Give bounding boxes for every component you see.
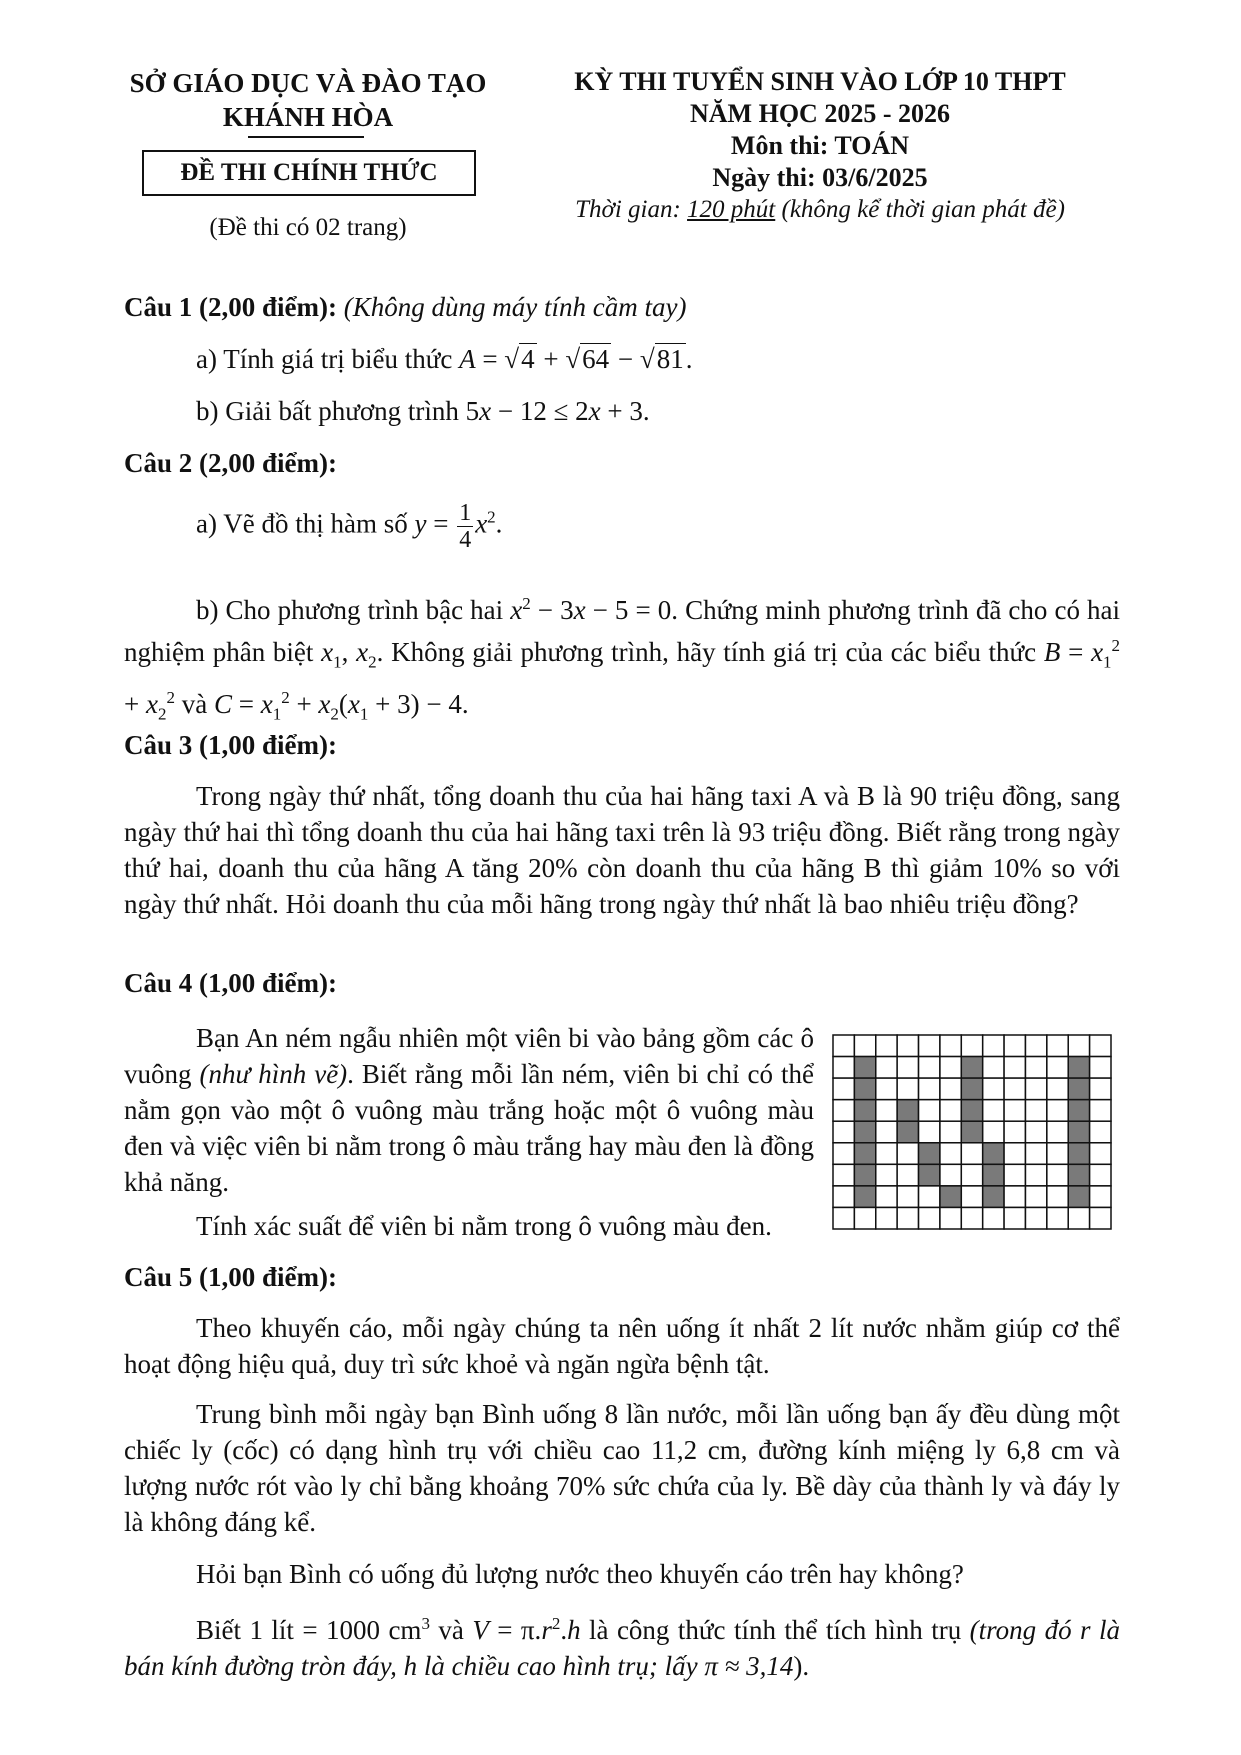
question-3-text: Trong ngày thứ nhất, tổng doanh thu của hai hãng taxi A và B là 90 triệu đồng, sang ngày thứ hai thì tổng doanh thu của hai hãng taxi trên là 93 triệu đồng. Biết rằng trong ngày thứ hai, doanh thu của hãng A tăng 20% còn doanh thu của hãng B thì giảm 10% so với ngày thứ nhất. Hỏi doanh thu của mỗi hãng trong ngày thứ nhất là bao nhiêu triệu đồng?	[124, 781, 1120, 919]
grid-cell-white	[854, 1207, 875, 1229]
exam-title: KỲ THI TUYỂN SINH VÀO LỚP 10 THPT	[574, 67, 1066, 96]
grid-cell-dark	[897, 1100, 918, 1122]
question-3-title: Câu 3 (1,00 điểm):	[124, 730, 337, 760]
grid-cell-white	[940, 1164, 961, 1186]
grid-cell-dark	[854, 1143, 875, 1165]
grid-cell-white	[833, 1100, 854, 1122]
question-2a: a) Vẽ đồ thị hàm số y = $\frac{1}{4}$ $x^2$.	[196, 500, 503, 553]
grid-cell-white	[833, 1035, 854, 1057]
grid-cell-white	[1047, 1207, 1068, 1229]
grid-cell-white	[876, 1057, 897, 1079]
grid-cell-white	[919, 1100, 940, 1122]
grid-cell-white	[897, 1078, 918, 1100]
question-5-p2: Trung bình mỗi ngày bạn Bình uống 8 lần nước, mỗi lần uống bạn ấy đều dùng một chiếc ly (cốc) có dạng hình trụ với chiều cao 11,2 cm, đường kính miệng ly 6,8 cm và lượng nước rót vào ly chỉ bằng khoảng 70% sức chứa của ly. Bề dày của thành ly và đáy ly là không đáng kể.	[124, 1399, 1120, 1537]
grid-cell-white	[833, 1143, 854, 1165]
grid-cell-white	[961, 1164, 982, 1186]
grid-cell-dark	[961, 1121, 982, 1143]
question-4-text: Bạn An ném ngẫu nhiên một viên bi vào bảng gồm các ô vuông (như hình vẽ). Biết rằng mỗi lần ném, viên bi chỉ có thể nằm gọn vào một ô vuông màu trắng hoặc một ô vuông màu đen và việc viên bi nằm trong ô màu trắng hay màu đen là đồng khả năng.	[124, 1023, 814, 1197]
grid-cell-white	[1090, 1164, 1111, 1186]
department-name: SỞ GIÁO DỤC VÀ ĐÀO TẠO	[129, 68, 487, 98]
question-1-title: Câu 1 (2,00 điểm): (Không dùng máy tính cầm tay)	[124, 292, 687, 322]
grid-cell-white	[1090, 1186, 1111, 1208]
grid-cell-white	[897, 1164, 918, 1186]
grid-cell-white	[1047, 1035, 1068, 1057]
grid-cell-white	[1090, 1207, 1111, 1229]
grid-cell-white	[1090, 1121, 1111, 1143]
grid-cell-white	[833, 1121, 854, 1143]
question-1b: b) Giải bất phương trình 5x − 12 ≤ 2x + 3.	[196, 396, 650, 426]
grid-cell-white	[1004, 1121, 1025, 1143]
grid-cell-white	[854, 1035, 875, 1057]
grid-cell-dark	[961, 1078, 982, 1100]
grid-cell-dark	[854, 1100, 875, 1122]
grid-cell-white	[1090, 1078, 1111, 1100]
grid-cell-dark	[1068, 1100, 1089, 1122]
question-5-p3: Hỏi bạn Bình có uống đủ lượng nước theo khuyến cáo trên hay không?	[196, 1559, 964, 1589]
grid-cell-white	[1090, 1143, 1111, 1165]
exam-subject: Môn thi: TOÁN	[730, 131, 910, 160]
grid-cell-white	[1090, 1100, 1111, 1122]
exam-heading	[540, 66, 1100, 194]
grid-cell-white	[1047, 1186, 1068, 1208]
grid-cell-dark	[961, 1100, 982, 1122]
grid-cell-white	[1004, 1164, 1025, 1186]
question-4-prompt: Tính xác suất để viên bi nằm trong ô vuông màu đen.	[196, 1211, 772, 1241]
grid-cell-white	[1004, 1186, 1025, 1208]
grid-cell-dark	[1068, 1121, 1089, 1143]
official-exam-label: ĐỀ THI CHÍNH THỨC	[142, 150, 476, 196]
province-name: KHÁNH HÒA	[222, 102, 394, 132]
grid-cell-white	[940, 1035, 961, 1057]
grid-cell-white	[961, 1207, 982, 1229]
grid-cell-white	[1025, 1057, 1046, 1079]
grid-cell-white	[1090, 1035, 1111, 1057]
grid-cell-white	[897, 1207, 918, 1229]
grid-cell-white	[983, 1121, 1004, 1143]
grid-cell-white	[1047, 1057, 1068, 1079]
grid-cell-white	[833, 1186, 854, 1208]
question-5-title: Câu 5 (1,00 điểm):	[124, 1262, 337, 1292]
grid-cell-white	[833, 1057, 854, 1079]
grid-cell-white	[1025, 1078, 1046, 1100]
square-grid-figure	[832, 1034, 1112, 1230]
exam-date: Ngày thi: 03/6/2025	[712, 163, 928, 192]
grid-cell-dark	[1068, 1186, 1089, 1208]
department-heading	[118, 66, 498, 134]
grid-cell-white	[1047, 1078, 1068, 1100]
grid-cell-white	[897, 1143, 918, 1165]
question-4-title: Câu 4 (1,00 điểm):	[124, 968, 337, 998]
question-5-p1: Theo khuyến cáo, mỗi ngày chúng ta nên uống ít nhất 2 lít nước nhằm giúp cơ thể hoạt động hiệu quả, duy trì sức khoẻ và ngăn ngừa bệnh tật.	[124, 1313, 1120, 1379]
grid-cell-dark	[1068, 1078, 1089, 1100]
grid-cell-dark	[854, 1078, 875, 1100]
grid-cell-dark	[854, 1164, 875, 1186]
grid-cell-white	[1025, 1035, 1046, 1057]
grid-cell-white	[1047, 1143, 1068, 1165]
grid-cell-white	[1047, 1100, 1068, 1122]
grid-cell-white	[919, 1121, 940, 1143]
grid-cell-white	[876, 1035, 897, 1057]
grid-cell-dark	[961, 1057, 982, 1079]
grid-cell-dark	[983, 1143, 1004, 1165]
grid-cell-white	[983, 1057, 1004, 1079]
grid-cell-white	[876, 1164, 897, 1186]
grid-cell-white	[919, 1057, 940, 1079]
grid-cell-dark	[1068, 1164, 1089, 1186]
grid-cell-dark	[854, 1057, 875, 1079]
question-1a: a) Tính giá trị biểu thức A = √4 + √64 − √81.	[196, 344, 693, 374]
grid-cell-white	[961, 1186, 982, 1208]
grid-cell-white	[876, 1186, 897, 1208]
grid-cell-dark	[983, 1164, 1004, 1186]
grid-cell-white	[897, 1057, 918, 1079]
pages-note: (Đề thi có 02 trang)	[209, 214, 407, 241]
grid-cell-white	[1004, 1207, 1025, 1229]
grid-cell-white	[940, 1057, 961, 1079]
question-2-title: Câu 2 (2,00 điểm):	[124, 448, 337, 478]
grid-cell-dark	[897, 1121, 918, 1143]
grid-cell-white	[1047, 1164, 1068, 1186]
grid-cell-white	[1025, 1143, 1046, 1165]
grid-cell-white	[833, 1207, 854, 1229]
grid-cell-dark	[919, 1143, 940, 1165]
grid-cell-white	[1025, 1164, 1046, 1186]
question-2b: b) Cho phương trình bậc hai $x^2 - 3x - 5 = 0$. Chứng minh phương trình đã cho có hai nghiệm phân biệt $x_1$, $x_2$. Không giải phương trình, hãy tính giá trị của các biểu thức $B = x_1^2 + x_2^2$ và $C = x_1^2 + x_2(x_1 + 3) - 4$.	[124, 594, 1121, 724]
grid-cell-white	[897, 1035, 918, 1057]
school-year: NĂM HỌC 2025 - 2026	[690, 99, 950, 128]
grid-cell-white	[919, 1078, 940, 1100]
grid-cell-dark	[854, 1186, 875, 1208]
grid-cell-white	[940, 1078, 961, 1100]
header-divider	[248, 136, 364, 138]
grid-cell-white	[1025, 1121, 1046, 1143]
grid-cell-white	[876, 1207, 897, 1229]
grid-cell-dark	[854, 1121, 875, 1143]
grid-cell-white	[961, 1143, 982, 1165]
grid-cell-white	[1004, 1035, 1025, 1057]
grid-cell-dark	[1068, 1057, 1089, 1079]
grid-cell-white	[961, 1035, 982, 1057]
grid-cell-white	[876, 1143, 897, 1165]
grid-cell-white	[1025, 1186, 1046, 1208]
grid-cell-white	[897, 1186, 918, 1208]
grid-cell-white	[1004, 1057, 1025, 1079]
grid-cell-white	[983, 1078, 1004, 1100]
grid-cell-white	[1025, 1100, 1046, 1122]
grid-cell-white	[1004, 1100, 1025, 1122]
grid-cell-dark	[940, 1186, 961, 1208]
grid-cell-white	[983, 1035, 1004, 1057]
grid-cell-white	[919, 1035, 940, 1057]
grid-cell-white	[940, 1100, 961, 1122]
grid-cell-white	[940, 1207, 961, 1229]
grid-cell-white	[919, 1207, 940, 1229]
grid-cell-white	[1004, 1078, 1025, 1100]
grid-cell-dark	[1068, 1143, 1089, 1165]
grid-cell-white	[1047, 1121, 1068, 1143]
grid-cell-white	[1025, 1207, 1046, 1229]
grid-cell-white	[876, 1121, 897, 1143]
grid-cell-dark	[919, 1164, 940, 1186]
exam-duration: Thời gian: 120 phút (không kể thời gian phát đề)	[575, 196, 1065, 223]
grid-cell-white	[983, 1207, 1004, 1229]
grid-cell-dark	[983, 1186, 1004, 1208]
grid-cell-white	[833, 1078, 854, 1100]
grid-cell-white	[940, 1143, 961, 1165]
grid-cell-white	[1004, 1143, 1025, 1165]
grid-cell-white	[876, 1100, 897, 1122]
grid-cell-white	[1090, 1057, 1111, 1079]
question-5-p4: Biết 1 lít = 1000 $cm^3$ và $V = \pi.r^2.h$ là công thức tính thể tích hình trụ (trong đó r là bán kính đường tròn đáy, h là chiều cao hình trụ; lấy π ≈ 3,14).	[124, 1614, 1120, 1681]
grid-cell-white	[833, 1164, 854, 1186]
grid-cell-white	[876, 1078, 897, 1100]
square-grid	[832, 1034, 1112, 1230]
grid-cell-white	[940, 1121, 961, 1143]
grid-cell-white	[1068, 1035, 1089, 1057]
grid-cell-white	[1068, 1207, 1089, 1229]
grid-cell-white	[983, 1100, 1004, 1122]
grid-cell-white	[919, 1186, 940, 1208]
